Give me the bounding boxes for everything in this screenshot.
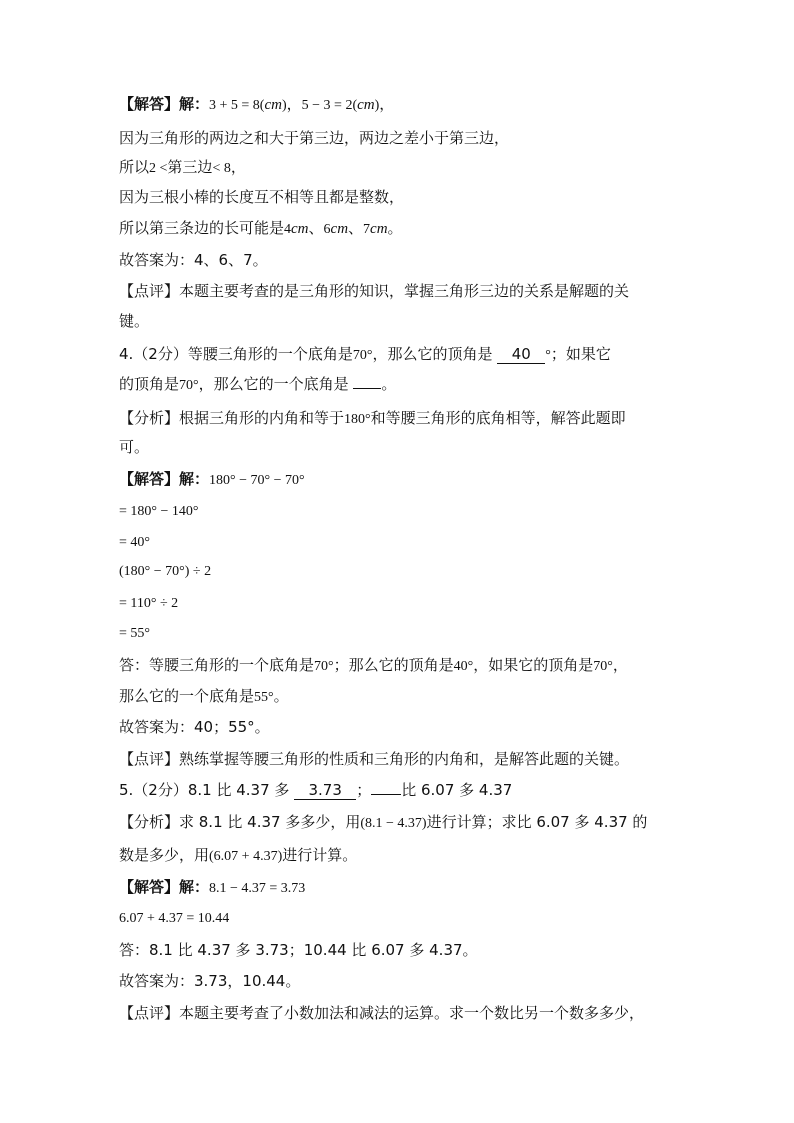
- q4-question-line-1: [119, 344, 694, 366]
- punctuation: 。: [387, 219, 403, 237]
- punctuation: ，: [379, 95, 395, 113]
- question-text: 4.（2分）等腰三角形的一个底角是: [119, 345, 353, 363]
- punctuation: 。: [381, 375, 397, 393]
- degree-symbol: °: [545, 348, 551, 363]
- answer-blank: [294, 781, 356, 800]
- angle-value: 180°: [344, 412, 371, 427]
- calc-expression: 3 + 5 = 8(: [209, 98, 265, 113]
- angle-value: 55°: [254, 690, 274, 705]
- q5-comment: 【点评】本题主要考查了小数加法和减法的运算。求一个数比另一个数多多少，: [119, 1004, 645, 1022]
- q5-final-answer: 故答案为：3.73，10.44。: [119, 972, 301, 990]
- unit: cm: [357, 97, 375, 113]
- inequality: 2 <: [149, 161, 168, 176]
- blank-answer: 3.73: [308, 781, 342, 799]
- q4-analysis-line-1: [119, 408, 694, 430]
- q5-answer: 答：8.1 比 4.37 多 3.73；10.44 比 6.07 多 4.37。: [119, 941, 478, 959]
- analysis-text: 进行计算。: [282, 846, 358, 864]
- angle-value: 70°: [593, 659, 613, 674]
- q3-answer: 故答案为：4、6、7。: [119, 251, 268, 269]
- calc-expression: (6.07 + 4.37): [209, 849, 283, 864]
- answer-text: 那么它的一个底角是: [119, 687, 255, 705]
- text: 所以: [119, 158, 150, 176]
- length-value: 6: [323, 222, 331, 237]
- inequality: < 8: [212, 161, 231, 176]
- answer-text: 答：等腰三角形的一个底角是: [119, 656, 315, 674]
- solution-label: 【解答】解：: [119, 470, 210, 488]
- analysis-text: 数是多少，用: [119, 846, 210, 864]
- q4-calc-line-6: = 55°: [119, 626, 150, 641]
- unit: cm: [291, 221, 309, 237]
- calc-expression: 5 − 3 = 2(: [301, 98, 358, 113]
- answer-blank: [497, 345, 545, 364]
- analysis-text: 和等腰三角形的底角相等，解答此题即: [370, 409, 626, 427]
- unit: cm: [330, 221, 349, 237]
- q4-final-answer: 故答案为：40；55°。: [119, 718, 270, 736]
- q4-calc-line-5: = 110° ÷ 2: [119, 596, 179, 611]
- q5-solution-line-1: [119, 877, 694, 899]
- q4-comment: 【点评】熟练掌握等腰三角形的性质和三角形的内角和，是解答此题的关键。: [119, 750, 630, 768]
- q4-calc-line-3: = 40°: [119, 535, 150, 550]
- analysis-text: 【分析】根据三角形的内角和等于: [119, 409, 345, 427]
- analysis-text: 进行计算；求比 6.07 多 4.37 的: [426, 813, 648, 831]
- answer-blank: [353, 388, 381, 389]
- question-text: 5.（2分）8.1 比 4.37 多: [119, 781, 290, 799]
- text: 第三边: [167, 158, 213, 176]
- q5-analysis-line-1: [119, 812, 694, 834]
- angle-value: 70°: [352, 348, 373, 363]
- question-text: ，那么它的顶角是: [372, 345, 493, 363]
- unit: cm: [264, 97, 282, 113]
- angle-value: 70°: [179, 378, 199, 393]
- q3-solution-line-4: 因为三根小棒的长度互不相等且都是整数，: [119, 188, 405, 206]
- solution-label: 【解答】解：: [119, 878, 210, 896]
- punctuation: ；: [356, 781, 372, 799]
- separator: 、: [308, 219, 324, 237]
- angle-value: 70°: [314, 659, 334, 674]
- q4-calc-line-2: = 180° − 140°: [119, 504, 199, 519]
- answer-text: ；那么它的顶角是: [333, 656, 454, 674]
- answer-text: ，如果它的顶角是: [473, 656, 594, 674]
- q5-question: [119, 780, 694, 800]
- question-text: ；如果它: [550, 345, 611, 363]
- length-value: 7: [363, 222, 371, 237]
- separator: ，: [286, 95, 302, 113]
- text: 所以第三条边的长可能是: [119, 219, 285, 237]
- q5-analysis-line-2: [119, 845, 694, 867]
- q3-solution-line-5: [119, 218, 694, 240]
- q3-solution-line-3: [119, 157, 694, 179]
- separator: 、: [348, 219, 364, 237]
- q4-solution-line-1: [119, 469, 694, 491]
- punctuation: ，: [230, 158, 246, 176]
- answer-blank: [371, 794, 401, 795]
- unit: cm: [370, 221, 388, 237]
- punctuation: ，: [612, 656, 628, 674]
- q4-answer-line-2: [119, 686, 694, 708]
- calc-expression: 8.1 − 4.37 = 3.73: [209, 881, 306, 896]
- solution-label: 【解答】解：: [119, 95, 210, 113]
- paren: ): [374, 98, 380, 113]
- paren: ): [281, 98, 287, 113]
- punctuation: 。: [273, 687, 289, 705]
- q3-solution-line-2: 因为三角形的两边之和大于第三边，两边之差小于第三边，: [119, 129, 510, 147]
- calc-expression: 180° − 70° − 70°: [209, 473, 305, 488]
- q4-answer-line-1: [119, 655, 694, 677]
- q3-comment-line-2: 键。: [119, 312, 150, 330]
- question-text: ，那么它的一个底角是: [198, 375, 349, 393]
- q4-analysis-line-2: 可。: [119, 438, 150, 456]
- q3-solution-line-1: [119, 94, 694, 116]
- question-text: 比 6.07 多 4.37: [401, 781, 513, 799]
- angle-value: 40°: [453, 659, 474, 674]
- length-value: 4: [284, 222, 292, 237]
- calc-expression: (8.1 − 4.37): [360, 816, 427, 831]
- question-text: 的顶角是: [119, 375, 180, 393]
- q4-calc-line-4: (180° − 70°) ÷ 2: [119, 564, 212, 579]
- q4-question-line-2: [119, 374, 694, 396]
- analysis-text: 【分析】求 8.1 比 4.37 多多少，用: [119, 813, 361, 831]
- blank-answer: 40: [511, 345, 531, 363]
- q5-calc-line-2: 6.07 + 4.37 = 10.44: [119, 911, 230, 926]
- q3-comment-line-1: 【点评】本题主要考查的是三角形的知识，掌握三角形三边的关系是解题的关: [119, 282, 630, 300]
